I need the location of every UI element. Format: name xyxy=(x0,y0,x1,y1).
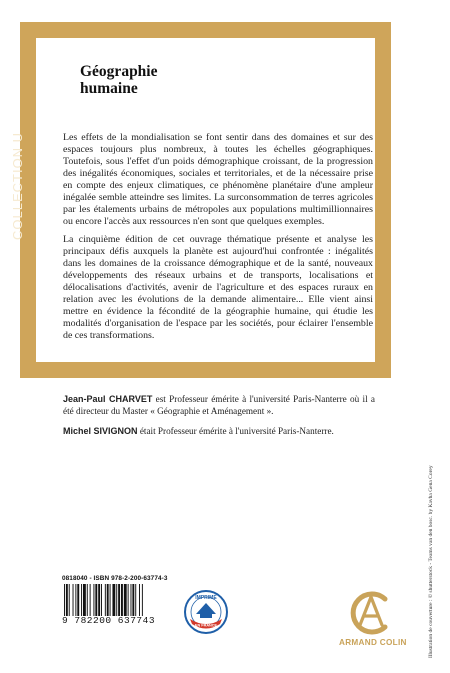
seal-icon xyxy=(183,589,229,635)
barcode-bar xyxy=(105,584,106,616)
barcode-bar xyxy=(132,584,134,616)
barcode-bar xyxy=(93,584,94,616)
barcode-bar xyxy=(131,584,132,616)
barcode-bar xyxy=(121,584,123,616)
isbn-text: 0818040 - ISBN 978-2-200-63774-3 xyxy=(62,575,168,582)
author-bio-2 xyxy=(63,425,375,437)
author-bio-1 xyxy=(63,393,375,417)
collection-label xyxy=(10,40,30,240)
barcode-bar xyxy=(69,584,70,616)
armand-colin-logo-icon xyxy=(345,589,397,635)
author-bios xyxy=(63,393,375,445)
book-title xyxy=(80,63,200,97)
barcode-bar xyxy=(118,584,120,616)
barcode-bar xyxy=(64,584,65,616)
barcode-bar xyxy=(110,584,111,616)
publisher-name: ARMAND COLIN xyxy=(339,638,407,647)
barcode-bar xyxy=(73,584,74,616)
barcode-bar xyxy=(116,584,117,616)
imprime-en-france-seal xyxy=(183,589,229,635)
barcode-bar xyxy=(139,584,140,616)
illustration-credit: Illustration de couverture : © shutterstock - Teams van den bosc. by Kavha Gena Corey xyxy=(428,465,434,658)
barcode-bar xyxy=(83,584,86,616)
barcode-bar xyxy=(128,584,129,616)
book-title-line1: Géographie xyxy=(80,63,158,80)
barcode-bar xyxy=(90,584,91,616)
barcode-bar xyxy=(77,584,79,616)
author-bio-text-2: était Professeur émérite à l'université Paris-Nanterre. xyxy=(137,426,334,436)
author-name-1: Jean-Paul CHARVET xyxy=(63,394,153,404)
barcode-bar xyxy=(101,584,102,616)
barcode-bar xyxy=(75,584,76,616)
barcode-bar xyxy=(81,584,82,616)
barcode-bar xyxy=(135,584,136,616)
seal-top-text: IMPRIMÉ xyxy=(195,595,217,601)
barcode-digits: 9 782200 637743 xyxy=(62,615,156,626)
barcode-bar xyxy=(66,584,68,616)
back-cover-blurb xyxy=(63,132,373,348)
barcode-bar xyxy=(87,584,88,616)
barcode-icon xyxy=(62,584,170,616)
publisher-logo xyxy=(339,589,407,653)
barcode-bar xyxy=(112,584,115,616)
barcode-bar xyxy=(124,584,127,616)
blurb-paragraph-1: Les effets de la mondialisation se font sentir dans des domaines et sur des espaces toujours plus nombreux, à toutes les échelles géographiques. Toutefois, sous l'effet d'un poids démographique croissant, de la progression des inégalités économiques, sociales et territoriales, et de la nécessaire prise en compte des enjeux climatiques, ce phénomène planétaire d'une ampleur inégalée semble atteindre ses limites. La surconsommation de terres agricoles par les étalements urbains de métropoles aux populations multimillionnaires ou encore l'accès aux ressources n'en sont que quelques exemples. xyxy=(63,132,373,227)
book-title-line2: humaine xyxy=(80,80,138,97)
barcode-bar xyxy=(95,584,97,616)
author-bio-text-1: est Professeur émérite à l'université Paris-Nanterre où il a été directeur du Master « Géographie et Aménagement ». xyxy=(63,394,375,416)
author-name-2: Michel SIVIGNON xyxy=(63,426,138,436)
barcode-bar xyxy=(107,584,109,616)
collection-label-text: COLLECTION U xyxy=(10,131,25,240)
blurb-paragraph-2: La cinquième édition de cet ouvrage thématique présente et analyse les principaux défis auxquels la planète est aujourd'hui confrontée : inégalités dans les domaines de la croissance démographique et de la santé, nouveaux développements des réseaux urbains et de transports, localisations et délocalisations d'activités, avenir de l'agriculture et des espaces ruraux en relation avec les évolutions de la demande alimentaire... Elle vient ainsi mettre en évidence la fécondité de la géographie humaine, qui étudie les modalités d'organisation de l'espace par les sociétés, pour éclairer l'ensemble de ces transformations. xyxy=(63,234,373,341)
barcode-bar xyxy=(142,584,143,616)
isbn-barcode xyxy=(62,575,172,627)
seal-bottom-text: EN FRANCE xyxy=(194,623,218,628)
barcode-bar xyxy=(98,584,100,616)
